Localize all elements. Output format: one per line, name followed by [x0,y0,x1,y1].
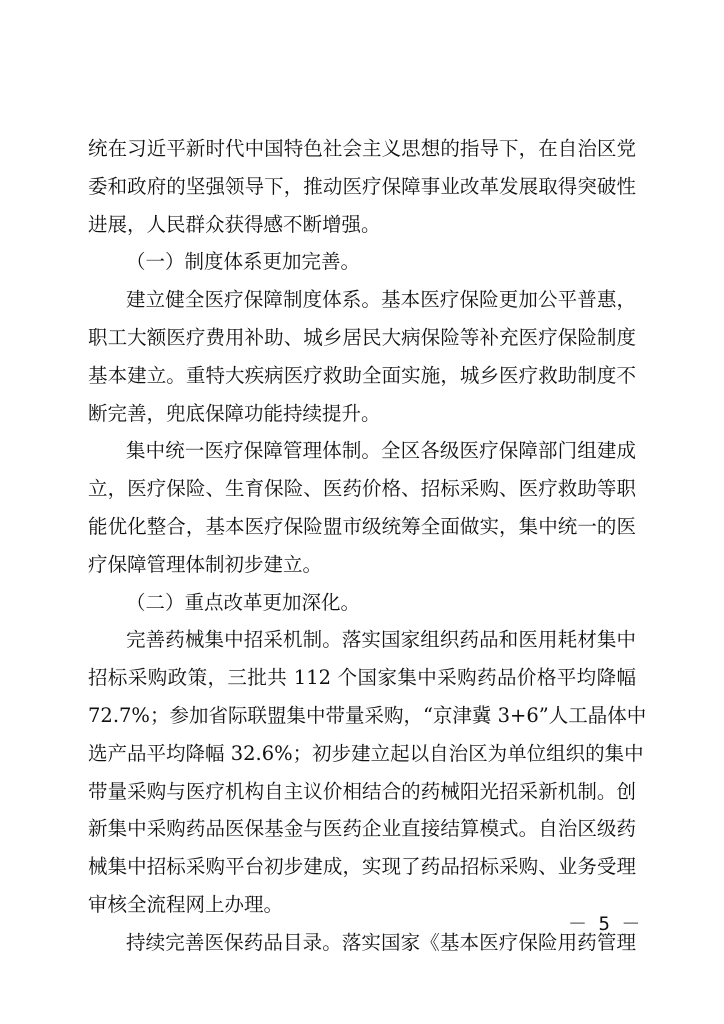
body-text [88,130,647,962]
text-line: 选产品平均降幅 32.6%；初步建立起以自治区为单位组织的集中 [88,741,644,765]
text-line: 能优化整合，基本医疗保险盟市级统筹全面做实，集中统一的医 [88,514,636,538]
text-line: 基本建立。重特大疾病医疗救助全面实施，城乡医疗救助制度不 [88,363,636,387]
text-line: 械集中招标采购平台初步建成，实现了药品招标采购、业务受理 [88,855,636,879]
text-line: 审核全流程网上办理。 [88,892,284,916]
text-line: 持续完善医保药品目录。落实国家《基本医疗保险用药管理 [126,930,636,954]
text-line: 疗保障管理体制初步建立。 [88,552,323,576]
text-line: 断完善，兜底保障功能持续提升。 [88,401,381,425]
text-line: 集中统一医疗保障管理体制。全区各级医疗保障部门组建成 [126,439,636,463]
text-line: 带量采购与医疗机构自主议价相结合的药械阳光招采新机制。创 [88,779,636,803]
text-line: （一）制度体系更加完善。 [126,250,361,274]
paragraph [88,584,636,622]
page-number: － 5 － [568,913,641,935]
text-line: 进展，人民群众获得感不断增强。 [88,212,381,236]
paragraph [88,281,636,432]
paragraph [88,432,636,583]
text-line: 委和政府的坚强领导下，推动医疗保障事业改革发展取得突破性 [88,174,636,198]
text-line: 完善药械集中招采机制。落实国家组织药品和医用耗材集中 [126,628,636,652]
text-line: 招标采购政策，三批共 112 个国家集中采购药品价格平均降幅 [88,666,636,690]
paragraph [88,243,636,281]
paragraph [88,130,636,243]
text-line: 建立健全医疗保障制度体系。基本医疗保险更加公平普惠， [126,288,636,312]
text-line: 72.7%；参加省际联盟集中带量采购，“京津冀 3+6”人工晶体中 [88,703,647,727]
text-line: 新集中采购药品医保基金与医药企业直接结算模式。自治区级药 [88,817,636,841]
paragraph [88,621,647,923]
text-line: 立，医疗保险、生育保险、医药价格、招标采购、医疗救助等职 [88,477,636,501]
text-line: 职工大额医疗费用补助、城乡居民大病保险等补充医疗保险制度 [88,325,636,349]
text-line: 统在习近平新时代中国特色社会主义思想的指导下，在自治区党 [88,137,636,160]
text-line: （二）重点改革更加深化。 [126,590,361,614]
paragraph [88,924,636,962]
